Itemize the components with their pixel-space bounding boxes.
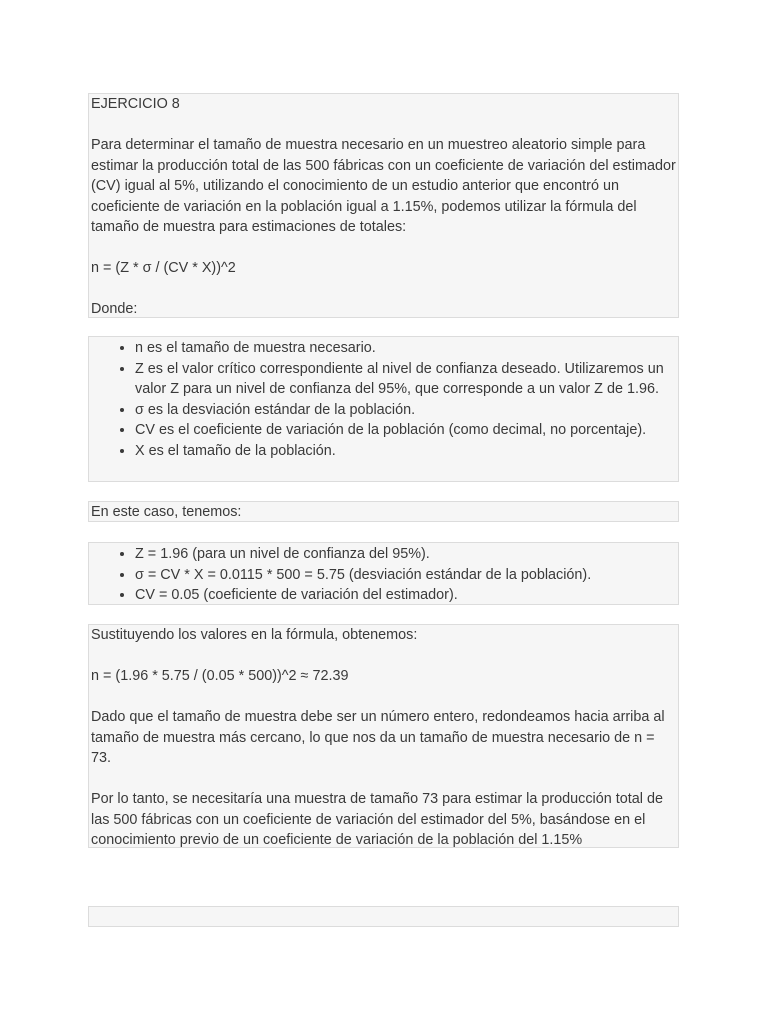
- conclusion-intro: Sustituyendo los valores en la fórmula, obtenemos:: [91, 627, 418, 643]
- case-intro-text: En este caso, tenemos:: [91, 504, 242, 520]
- list-item: • CV = 0.05 (coeficiente de variación del estimador).: [135, 585, 678, 606]
- case-intro-block: [88, 501, 679, 522]
- list-item: • Z = 1.96 (para un nivel de confianza del 95%).: [135, 544, 678, 565]
- final-paragraph: Por lo tanto, se necesitaría una muestra de tamaño 73 para estimar la producción total de las 500 fábricas con un coeficiente de variación del estimador del 5%, basándose en el conocimiento previo de un coeficiente de variación de la población del 1.15%: [91, 791, 663, 848]
- donde-label: Donde:: [91, 301, 138, 317]
- list-item: • σ = CV * X = 0.0115 * 500 = 5.75 (desviación estándar de la población).: [135, 565, 678, 586]
- sample-size-formula: n = (Z * σ / (CV * X))^2: [91, 260, 236, 276]
- conclusion-block: [88, 624, 679, 848]
- list-item: • σ es la desviación estándar de la población.: [135, 400, 678, 421]
- values-block: [88, 542, 679, 605]
- list-item: • Z es el valor crítico correspondiente al nivel de confianza deseado. Utilizaremos un valor Z para un nivel de confianza del 95%, que corresponde a un valor Z de 1.96.: [135, 359, 678, 400]
- exercise-intro-block: [88, 93, 679, 318]
- exercise-paragraph: Para determinar el tamaño de muestra necesario en un muestreo aleatorio simple para estimar la producción total de las 500 fábricas con un coeficiente de variación del estimador (CV) igual al 5%, utilizando el conocimiento de un estudio anterior que encontró un coeficiente de variación en la población igual a 1.15%, podemos utilizar la fórmula del tamaño de muestra para estimaciones de totales:: [91, 137, 676, 235]
- rounding-paragraph: Dado que el tamaño de muestra debe ser un número entero, redondeamos hacia arriba al tamaño de muestra más cercano, lo que nos da un tamaño de muestra necesario de n = 73.: [91, 709, 665, 766]
- definitions-block: [88, 336, 679, 482]
- list-item: • CV es el coeficiente de variación de la población (como decimal, no porcentaje).: [135, 420, 678, 441]
- result-formula: n = (1.96 * 5.75 / (0.05 * 500))^2 ≈ 72.39: [91, 668, 349, 684]
- values-list: [89, 543, 678, 606]
- empty-block: [88, 906, 679, 927]
- definitions-list: [89, 337, 678, 461]
- exercise-title: EJERCICIO 8: [91, 96, 180, 112]
- list-item: • X es el tamaño de la población.: [135, 441, 678, 462]
- list-item: • n es el tamaño de muestra necesario.: [135, 338, 678, 359]
